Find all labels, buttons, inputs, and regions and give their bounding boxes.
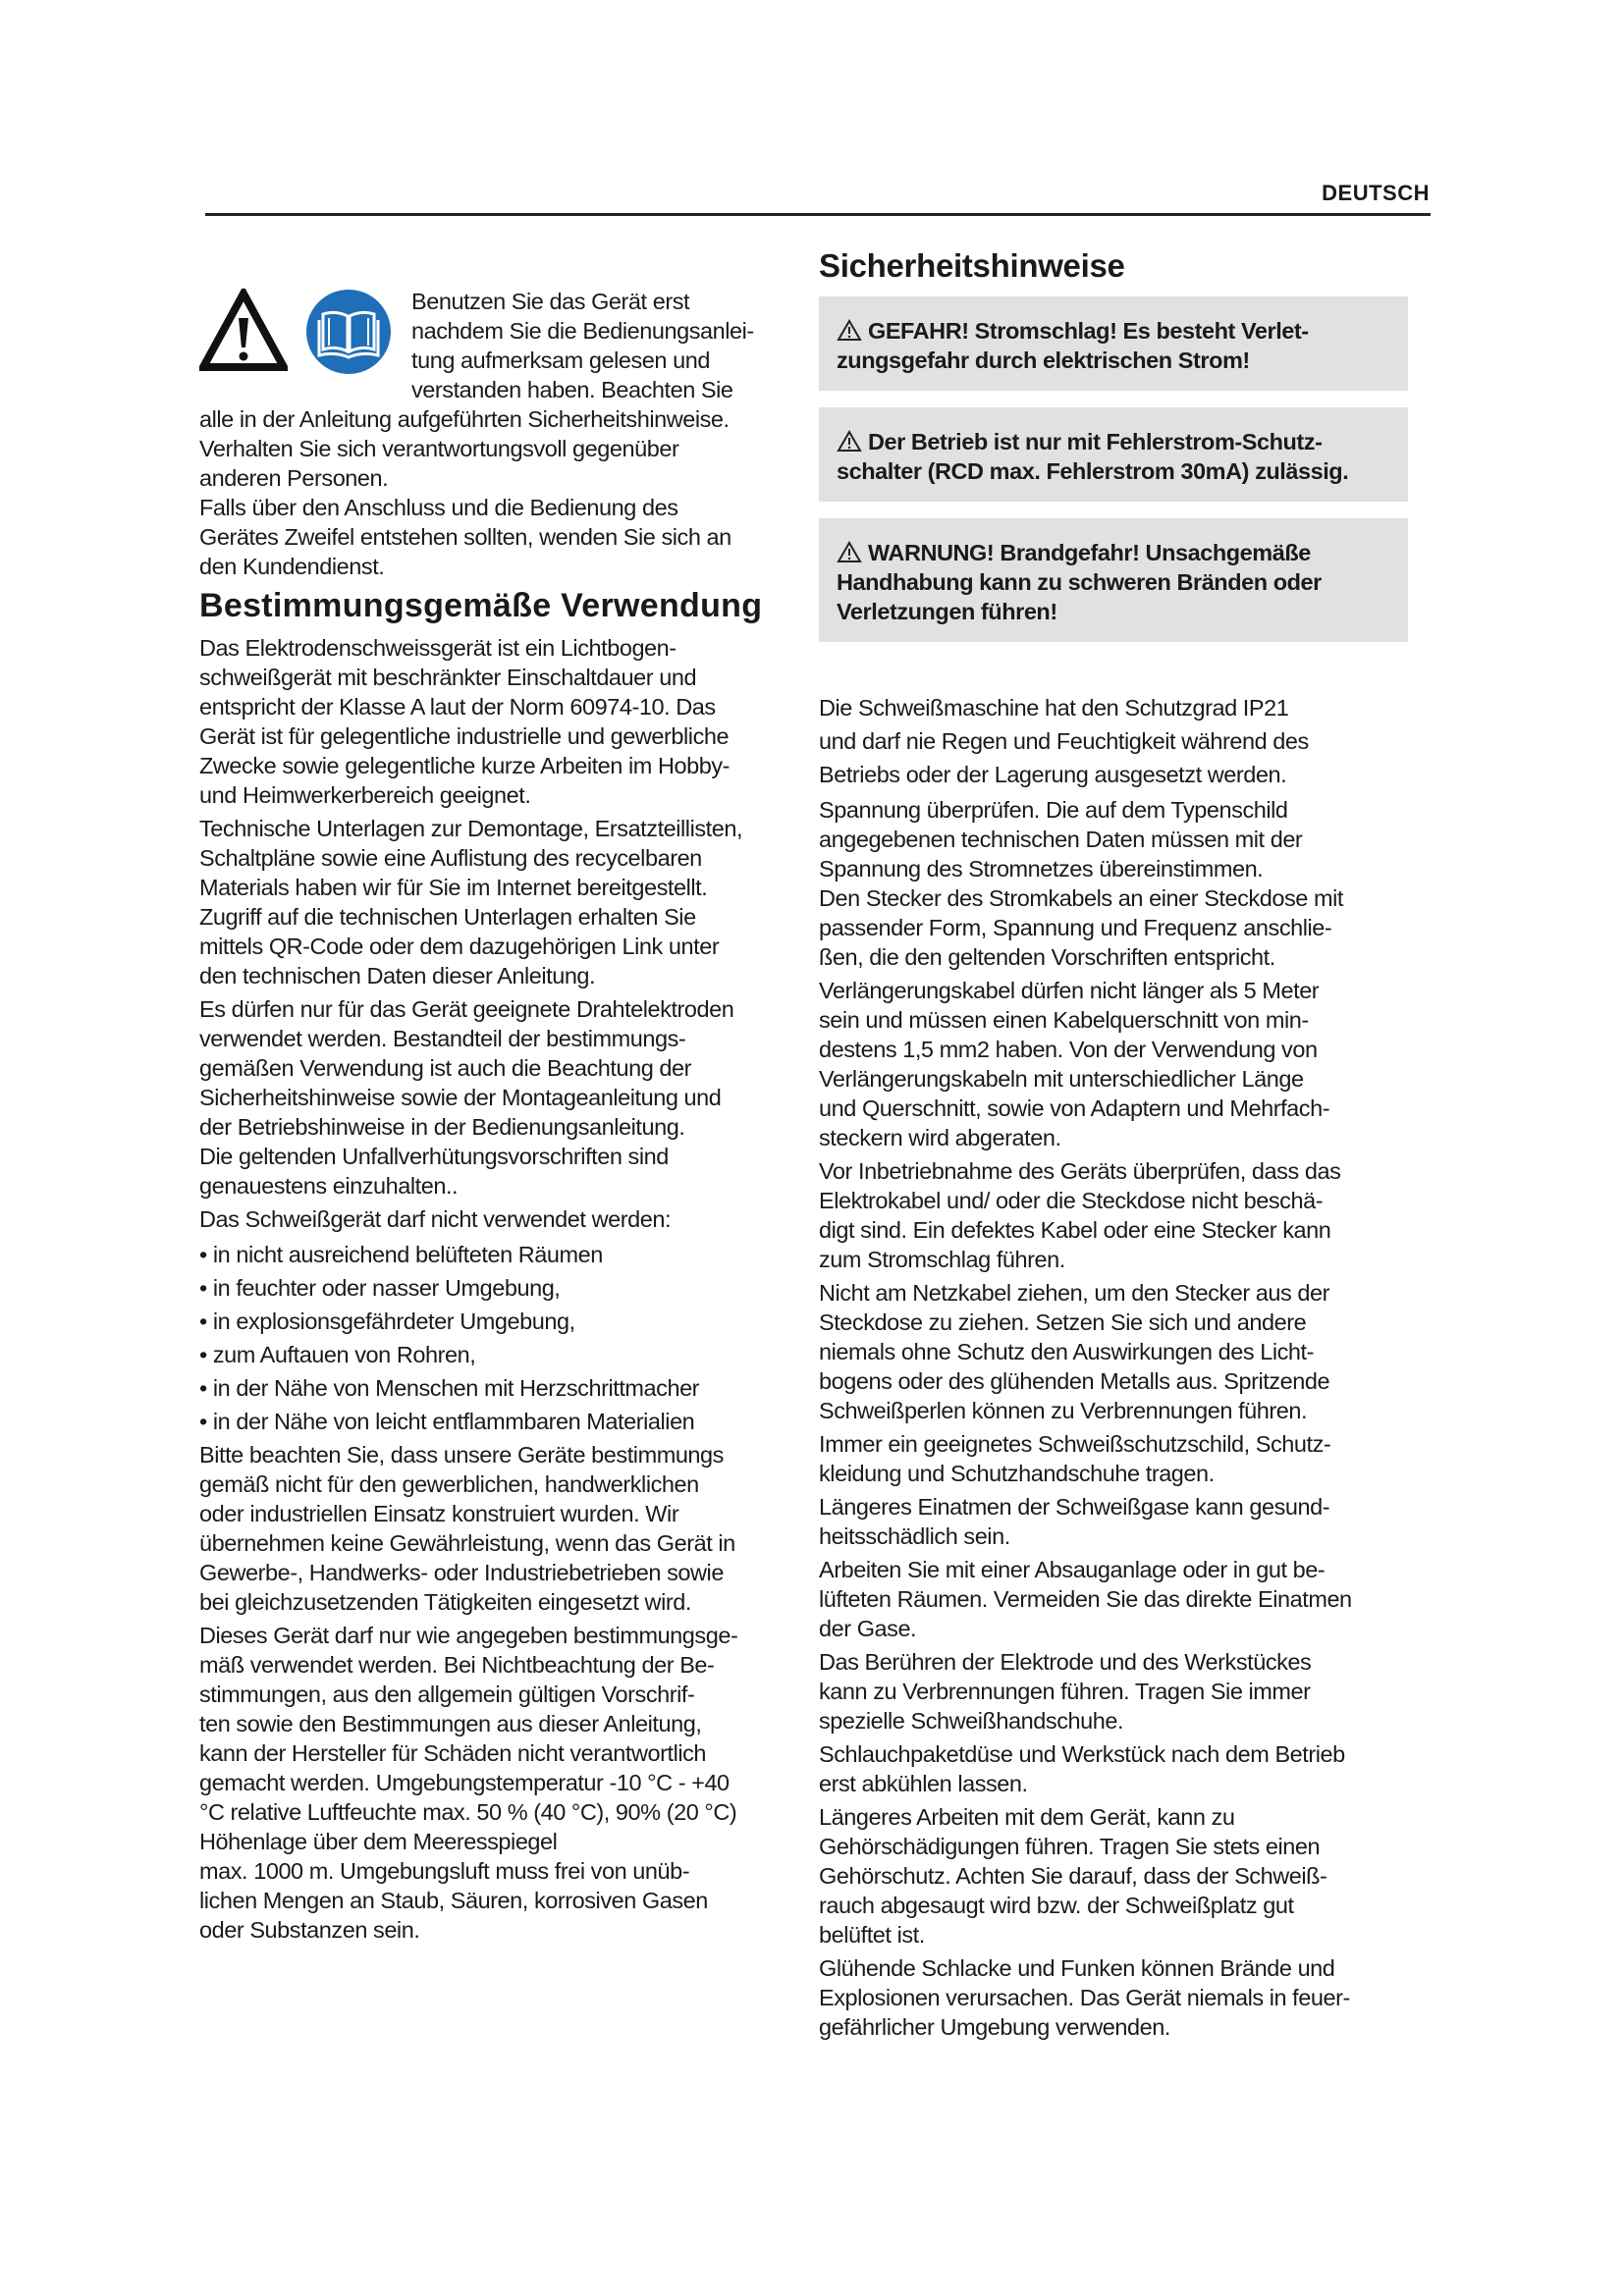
warning-icon: [837, 541, 862, 563]
paragraph: Spannung überprüfen. Die auf dem Typenschild angegebenen technischen Daten müssen mit der Spannung des Stromnetzes übereinstimmen. Den Stecker des Stromkabels an einer Steckdose mit passender Form, Spannung und Frequenz anschlie- ßen, die den geltenden Vorschriften entspricht.: [819, 797, 1343, 970]
intro-text-part2: alle in der Anleitung aufgeführten Sicherheitshinweise. Verhalten Sie sich verantwortungsvoll gegenüber anderen Personen. Falls über den Anschluss und die Bedienung des Gerätes Zweifel entstehen sollten, wenden Sie sich an den Kundendienst.: [199, 406, 731, 579]
warning-box-rcd: [819, 407, 1408, 502]
warning-text: Der Betrieb ist nur mit Fehlerstrom-Schutz- schalter (RCD max. Fehlerstrom 30mA) zulässig.: [837, 429, 1349, 484]
intro-text-part1: Benutzen Sie das Gerät erst nachdem Sie die Bedienungsanlei- tung aufmerksam gelesen und verstanden haben. Beachten Sie: [411, 289, 754, 402]
section-heading-intended-use: Bestimmungsgemäße Verwendung: [199, 587, 763, 624]
list-item: • in der Nähe von Menschen mit Herzschrittmacher: [199, 1371, 813, 1405]
paragraph: Vor Inbetriebnahme des Geräts überprüfen, dass das Elektrokabel und/ oder die Steckdose nicht beschä- digt sind. Ein defektes Kabel oder eine Stecker kann zum Stromschlag führen.: [819, 1158, 1341, 1272]
paragraph: Das Elektrodenschweissgerät ist ein Lichtbogen- schweißgerät mit beschränkter Einschaltdauer und entspricht der Klasse A laut der Norm 60974-10. Das Gerät ist für gelegentliche industrielle und gewerbliche Zwecke sowie gelegentliche kurze Arbeiten im Hobby- und Heimwerkerbereich geeignet.: [199, 635, 731, 808]
list-item: • in der Nähe von leicht entflammbaren Materialien: [199, 1405, 813, 1438]
paragraph: Das Schweißgerät darf nicht verwendet werden:: [199, 1206, 672, 1232]
header-rule: [205, 213, 1431, 216]
list-item: • in explosionsgefährdeter Umgebung,: [199, 1305, 813, 1338]
paragraph: Schlauchpaketdüse und Werkstück nach dem Betrieb erst abkühlen lassen.: [819, 1741, 1345, 1796]
list-item: • in feuchter oder nasser Umgebung,: [199, 1271, 813, 1305]
warning-box-fire: [819, 518, 1408, 642]
language-label: DEUTSCH: [1322, 181, 1430, 205]
warning-box-electric-shock: [819, 296, 1408, 391]
paragraph: Bitte beachten Sie, dass unsere Geräte bestimmungs gemäß nicht für den gewerblichen, handwerklichen oder industriellen Einsatz konstruiert wurden. Wir übernehmen keine Gewährleistung, wenn das Gerät in Gewerbe-, Handwerks- oder Industriebetrieben sowie bei gleichzusetzenden Tätigkeiten eingesetzt wird.: [199, 1442, 735, 1615]
right-column: [819, 247, 1408, 2046]
paragraph: Längeres Einatmen der Schweißgase kann gesund- heitsschädlich sein.: [819, 1494, 1330, 1549]
warning-text: GEFAHR! Stromschlag! Es besteht Verlet- zungsgefahr durch elektrischen Strom!: [837, 318, 1309, 373]
left-column: [199, 287, 813, 1949]
paragraph: Arbeiten Sie mit einer Absauganlage oder in gut be- lüfteten Räumen. Vermeiden Sie das direkte Einatmen der Gase.: [819, 1557, 1352, 1641]
list-item: • in nicht ausreichend belüfteten Räumen: [199, 1238, 813, 1271]
paragraph: Glühende Schlacke und Funken können Brände und Explosionen verursachen. Das Gerät niemals in feuer- gefährlicher Umgebung verwenden.: [819, 1955, 1350, 2040]
paragraph: Technische Unterlagen zur Demontage, Ersatzteillisten, Schaltpläne sowie eine Auflistung des recycelbaren Materials haben wir für Sie im Internet bereitgestellt. Zugriff auf die technischen Unterlagen erhalten Sie mittels QR-Code oder dem dazugehörigen Link unter den technischen Daten dieser Anleitung.: [199, 816, 743, 988]
paragraph: Verlängerungskabel dürfen nicht länger als 5 Meter sein und müssen einen Kabelquerschnitt von min- destens 1,5 mm2 haben. Von der Verwendung von Verlängerungskabeln mit unterschiedlicher Länge und Querschnitt, sowie von Adaptern und Mehrfach- steckern wird abgeraten.: [819, 978, 1330, 1150]
warning-icon: [837, 319, 862, 342]
warning-text: WARNUNG! Brandgefahr! Unsachgemäße Handhabung kann zu schweren Bränden oder Verletzungen führen!: [837, 540, 1322, 624]
section-heading-safety: Sicherheitshinweise: [819, 247, 1125, 284]
paragraph: Die Schweißmaschine hat den Schutzgrad IP21 und darf nie Regen und Feuchtigkeit während des Betriebs oder der Lagerung ausgesetzt werden.: [819, 695, 1309, 787]
warning-icon: [837, 430, 862, 453]
paragraph: Längeres Arbeiten mit dem Gerät, kann zu Gehörschädigungen führen. Tragen Sie stets einen Gehörschutz. Achten Sie darauf, dass der Schweiß- rauch abgesaugt wird bzw. der Schweißplatz gut belüftet ist.: [819, 1804, 1327, 1948]
paragraph: Das Berühren der Elektrode und des Werkstückes kann zu Verbrennungen führen. Tragen Sie immer spezielle Schweißhandschuhe.: [819, 1649, 1312, 1734]
paragraph: Es dürfen nur für das Gerät geeignete Drahtelektroden verwendet werden. Bestandteil der bestimmungs- gemäßen Verwendung ist auch die Beachtung der Sicherheitshinweise sowie der Montageanleitung und der Betriebshinweise in der Bedienungsanleitung. Die geltenden Unfallverhütungsvorschriften sind genauestens einzuhalten..: [199, 996, 734, 1199]
prohibited-use-list: [199, 1238, 813, 1438]
paragraph: Dieses Gerät darf nur wie angegeben bestimmungsge- mäß verwendet werden. Bei Nichtbeachtung der Be- stimmungen, aus den allgemein gültigen Vorschrif- ten sowie den Bestimmungen aus dieser Anleitung, kann der Hersteller für Schäden nicht verantwortlich gemacht werden. Umgebungstemperatur -10 °C - +40 °C relative Luftfeuchte max. 50 % (40 °C), 90% (20 °C) Höhenlage über dem Meeresspiegel max. 1000 m. Umgebungsluft muss frei von unüb- lichen Mengen an Staub, Säuren, korrosiven Gasen oder Substanzen sein.: [199, 1623, 738, 1943]
list-item: • zum Auftauen von Rohren,: [199, 1338, 813, 1371]
paragraph: Immer ein geeignetes Schweißschutzschild, Schutz- kleidung und Schutzhandschuhe tragen.: [819, 1431, 1331, 1486]
paragraph: Nicht am Netzkabel ziehen, um den Stecker aus der Steckdose zu ziehen. Setzen Sie sich und andere niemals ohne Schutz den Auswirkungen des Licht- bogens oder des glühenden Metalls aus. Spritzende Schweißperlen können zu Verbrennungen führen.: [819, 1280, 1330, 1423]
